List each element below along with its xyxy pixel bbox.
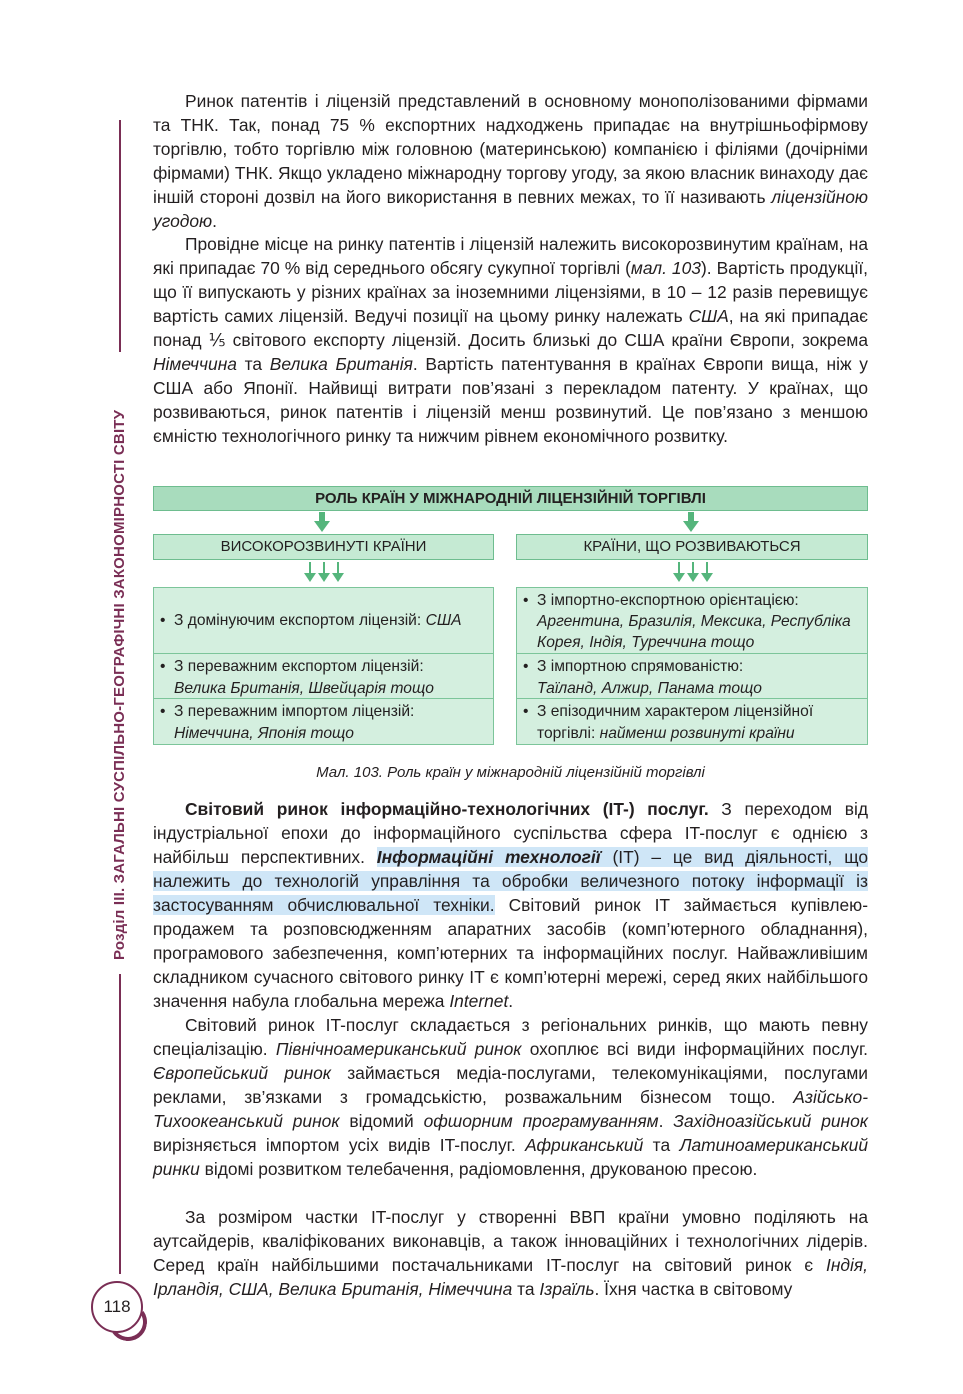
page-number-text: 118: [103, 1297, 131, 1316]
arrow-down-icon: [687, 562, 699, 582]
license-trade-diagram: [153, 486, 868, 748]
paragraph-4: Світовий ринок IT-послуг складається з регіональних ринків, що мають певну спеціалізацію. Північноамериканський ринок охоплює всі види інформаційних послуг. Європейський ринок займається медіа-послугами, телекомунікаціями, послугами реклами, зв’язками з громадськістю, розважальним бізнесом тощо. Азійсько-Тихоокеанський ринок відомий офшорним програмуванням. Західноазійський ринок вирізняється імпортом усіх видів IT-послуг. Африканський та Латиноамериканський ринки відомі розвитком телебачення, радіомовлення, друкованою пресою.: [153, 1015, 869, 1179]
paragraph-5: За розміром частки IT-послуг у створенні ВВП країни умовно поділяють на аутсайдерів, кваліфікованих виконавців, а також інноваційних і технологічних лідерів. Серед країн найбільшими постачальниками IT-послуг на світовий ринок є Індія, Ірландія, США, Велика Британія, Німеччина та Ізраїль. Їхня частка в світовому: [153, 1207, 868, 1299]
developed-countries-header: ВИСОКОРОЗВИНУТІ КРАЇНИ: [153, 534, 494, 560]
paragraph-1: Ринок патентів і ліцензій представлений в основному монополізованими фірмами та ТНК. Так, понад 75 % експортних надходжень припадає на внутрішньофірмову торгівлю, тобто торгівлю між головною (материнською) компанією і філіями (дочірніми фірмами) ТНК. Якщо укладено міжнародну торгову угоду, за якою власник винаходу дає іншій стороні дозвіл на його використання в певних межах, то її називають ліцензійною угодою.: [153, 91, 868, 231]
arrow-down-icon: [304, 562, 316, 582]
diagram-title: РОЛЬ КРАЇН У МІЖНАРОДНІЙ ЛІЦЕНЗІЙНІЙ ТОРГІВЛІ: [153, 486, 868, 511]
developed-box-2: • З переважним експортом ліцензій: Велика Британія, Швейцарія тощо: [153, 653, 494, 699]
developing-box-1: • З імпортно-експортною орієнтацією: Аргентина, Бразилія, Мексика, Республіка Корея, Індія, Туреччина тощо: [516, 587, 868, 654]
arrow-down-icon: [314, 512, 330, 532]
paragraph-2: Провідне місце на ринку патентів і ліцензій належить високорозвинутим країнам, на які припадає 70 % від середнього обсягу сукупної торгівлі (мал. 103). Вартість продукції, що її випускають у різних країнах за іноземними ліцензіями, в 10 – 12 разів перевищує вартість самих ліцензій. Ведучі позиції на цьому ринку належать США, на які припадає понад ⅕ світового експорту ліцензій. Досить близькі до США країни Європи, зокрема Німеччина та Велика Британія. Вартість патентування в країнах Європи вища, ніж у США або Японії. Найвищі витрати пов’язані з перекладом патенту. У країнах, що розвиваються, ринок патентів і ліцензій менш розвинутий. Це пов’язано з меншою ємністю технологічного ринку та нижчим рівнем економічного розвитку.: [153, 234, 868, 446]
developing-box-2: • З імпортною спрямованістю: Таїланд, Алжир, Панама тощо: [516, 653, 868, 699]
paragraph-3: Світовий ринок інформаційно-технологічних (IT-) послуг. З переходом від індустріальної епохи до інформаційного суспільства сфера IT-послуг є однією з найбільш перспективних. Інформаційні технології (IT) – це вид діяльності, що належить до технологій управління та обробки величезного потоку інформації із застосуванням обчислювальної техніки. Світовий ринок IT займається купівлею-продажем та розповсюдженням апаратних засобів (комп’ютерного обладнання), програмового забезпечення, комп’ютерних та інформаційних послуг. Найважливішим складником сучасного світового ринку IT є комп’ютерні мережі, серед яких найбільшого значення набула глобальна мережа Internet.: [153, 799, 869, 1011]
arrow-down-icon: [701, 562, 713, 582]
developed-box-3: • З переважним імпортом ліцензій: Німеччина, Японія тощо: [153, 698, 494, 745]
developing-box-3: • З епізодичним характером ліцензійної торгівлі: найменш розвинуті країни: [516, 698, 868, 745]
side-rule-bottom: [119, 974, 121, 1274]
arrow-down-icon: [318, 562, 330, 582]
arrow-down-icon: [683, 512, 699, 532]
arrow-down-icon: [673, 562, 685, 582]
side-rule-top: [119, 120, 121, 352]
developing-countries-header: КРАЇНИ, ЩО РОЗВИВАЮТЬСЯ: [516, 534, 868, 560]
arrow-down-icon: [332, 562, 344, 582]
section-title: Розділ III. ЗАГАЛЬНІ СУСПІЛЬНО-ГЕОГРАФІЧНІ ЗАКОНОМІРНОСТІ СВІТУ: [111, 409, 128, 960]
developed-box-1: • З домінуючим експортом ліцензій: США: [153, 587, 494, 654]
figure-caption: Мал. 103. Роль країн у міжнародній ліцензійній торгівлі: [316, 764, 705, 781]
page-number: [91, 1281, 143, 1333]
